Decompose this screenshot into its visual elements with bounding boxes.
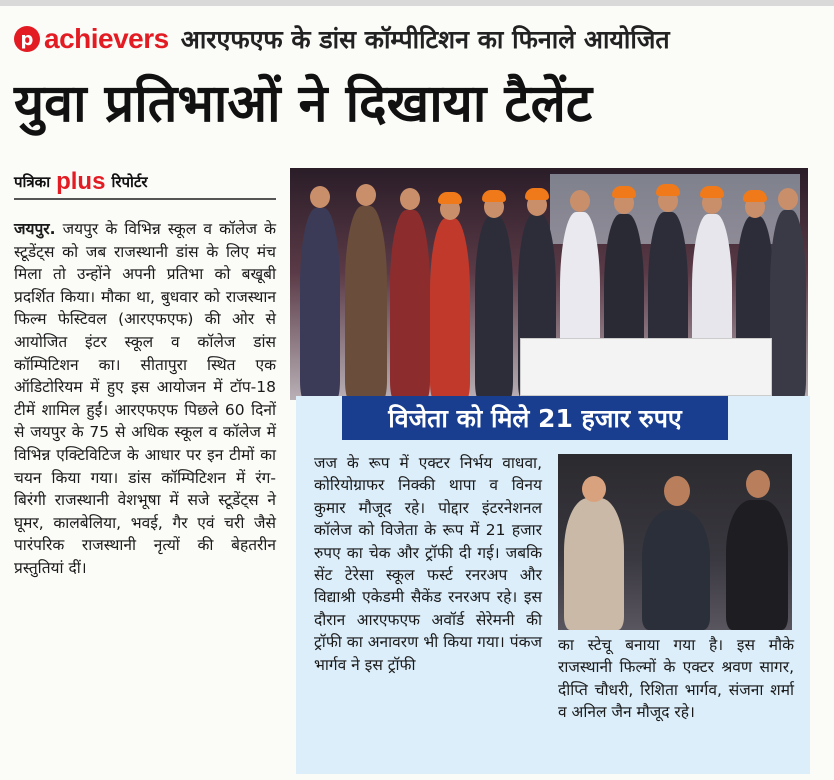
p-achievers-logo bbox=[14, 23, 169, 55]
person-figure bbox=[430, 218, 470, 400]
byline-paper: पत्रिका bbox=[14, 173, 51, 191]
byline-reporter: रिपोर्टर bbox=[111, 173, 148, 191]
turban bbox=[743, 190, 767, 202]
person-head bbox=[778, 188, 798, 210]
byline-rule bbox=[14, 198, 276, 200]
logo-word: achievers bbox=[44, 23, 169, 54]
turban bbox=[525, 188, 549, 200]
article-left-text: जयपुर के विभिन्न स्कूल व कॉलेज के स्टूडेंट्स को जब राजस्थानी डांस के लिए मंच मिला तो उन्होंने अपनी प्रतिभा को बखूबी प्रदर्शित किया। मौका था, बुधवार को राजस्थान फिल्म फेस्टिवल (आरएफएफ) की ओर से आयोजित इंटर स्कूल व कॉलेज डांस कॉम्पिटिशन का। सीतापुरा स्थित एक ऑडिटोरियम में हुए इस आयोजन में टॉप-18 टीमें शामिल हुईं। आरएफएफ पिछले 60 दिनों से जयपुर के 75 से अधिक स्कूल व कॉलेज में विभिन्न एक्टिविटिज के आधार पर इन टीमों का चयन किया गया। डांस कॉम्पिटिशन में रंग-बिरंगी राजस्थानी वेशभूषा में सजे स्टूडेंट्स ने घूमर, कालबेलिया, भवई, गैर एवं चरी जैसे पारंपरिक राजस्थानी नृत्यों की बेहतरीन प्रस्तुतियां दीं। bbox=[14, 220, 276, 577]
person-figure bbox=[564, 498, 624, 630]
person-head bbox=[400, 188, 420, 210]
byline bbox=[14, 168, 148, 196]
box-heading: विजेता को मिले 21 हजार रुपए bbox=[342, 396, 728, 440]
turban bbox=[612, 186, 636, 198]
person-figure bbox=[345, 206, 387, 400]
article-right-column: का स्टेचू बनाया गया है। इस मौके राजस्थानी फिल्मों के एक्टर श्रवण सागर, दीप्ति चौधरी, रिशिता भार्गव, संजना शर्मा व अनिल जैन मौजूद रहे। bbox=[558, 636, 794, 722]
person-head bbox=[582, 476, 606, 502]
person-head bbox=[664, 476, 690, 506]
top-strip bbox=[0, 0, 834, 6]
byline-plus-logo: plus bbox=[56, 168, 106, 195]
article-middle-column: जज के रूप में एक्टर निर्भय वाधवा, कोरियोग्राफर निक्की थापा व विनय कुमार मौजूद रहे। पोद्दार इंटरनेशनल कॉलेज को विजेता के रूप में 21 हजार रुपए का चेक और ट्रॉफी दी गई। जबकि सेंट टेरेसा स्कूल फर्स्ट रनरअप और विद्याश्री एकेडमी सैकेंड रनरअप रहे। इस दौरान आरएफएफ अवॉर्ड सेरेमनी की ट्रॉफी का अनावरण भी किया गया। पंकज भार्गव ने इस ट्रॉफी bbox=[314, 454, 542, 674]
dateline: जयपुर. bbox=[14, 220, 56, 238]
person-head bbox=[310, 186, 330, 208]
turban bbox=[438, 192, 462, 204]
main-headline: युवा प्रतिभाओं ने दिखाया टैलेंट bbox=[14, 74, 593, 134]
trophy-photo bbox=[558, 454, 792, 630]
person-figure bbox=[390, 210, 430, 400]
turban bbox=[700, 186, 724, 198]
person-head bbox=[570, 190, 590, 212]
subheadline: आरएफएफ के डांस कॉम्पीटिशन का फिनाले आयोजित bbox=[180, 25, 670, 54]
article-left-column bbox=[14, 218, 276, 580]
person-figure bbox=[726, 500, 788, 630]
turban bbox=[482, 190, 506, 202]
person-figure bbox=[475, 216, 513, 400]
person-figure bbox=[770, 210, 806, 400]
group-photo bbox=[290, 168, 808, 400]
person-head bbox=[746, 470, 770, 498]
cheque-board bbox=[520, 338, 772, 396]
logo-letter: p bbox=[14, 26, 40, 52]
person-head bbox=[356, 184, 376, 206]
person-figure bbox=[642, 510, 710, 630]
turban bbox=[656, 184, 680, 196]
person-figure bbox=[300, 208, 340, 400]
section-header bbox=[14, 16, 670, 62]
